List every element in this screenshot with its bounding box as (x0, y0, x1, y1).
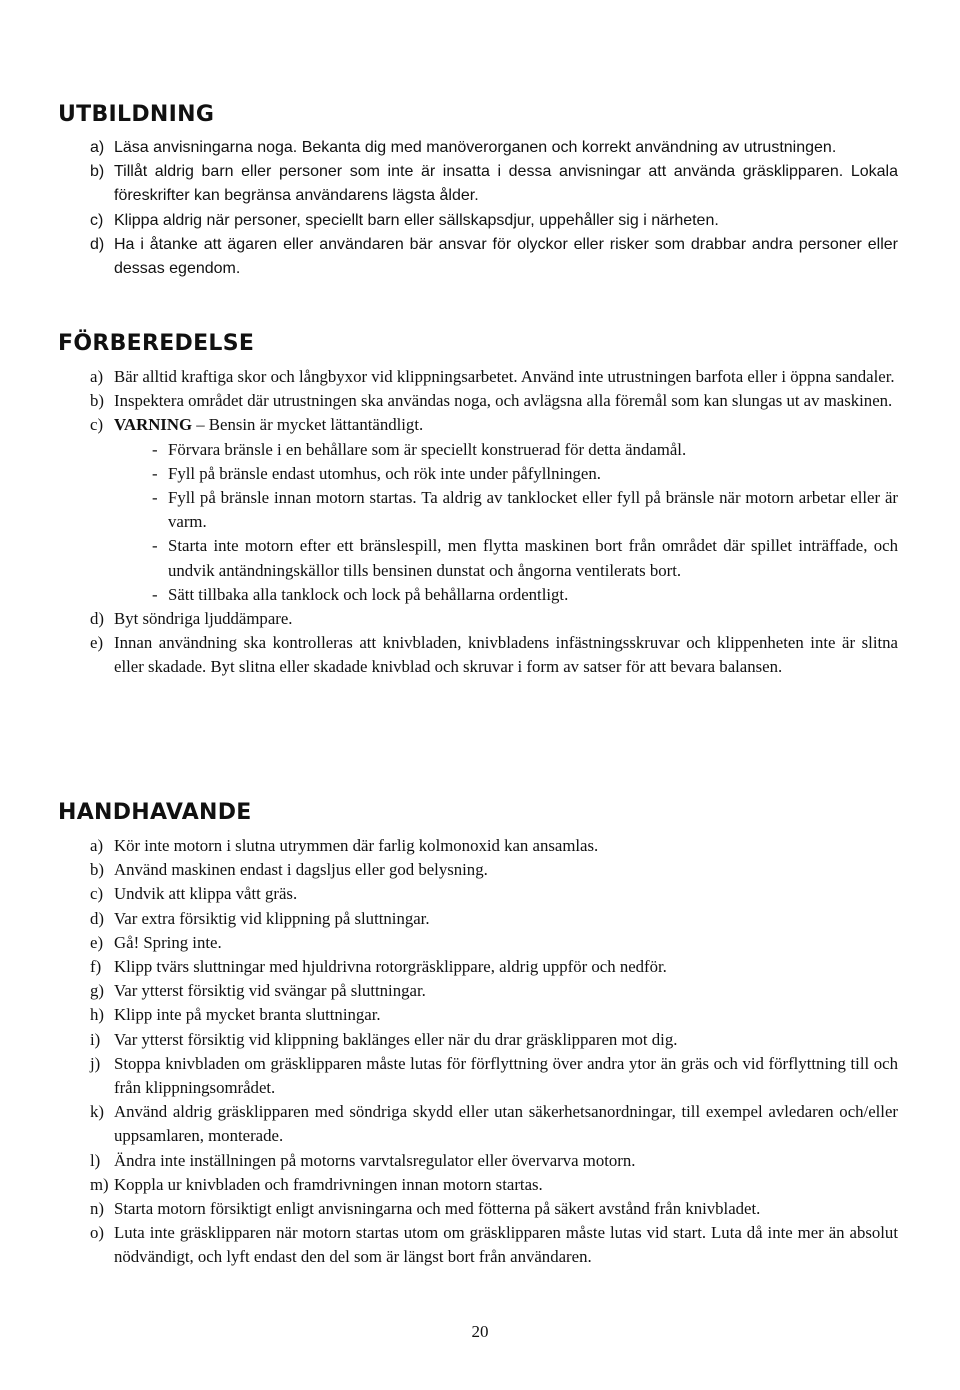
item-text: Inspektera området där utrustningen ska användas noga, och avlägsna alla föremål som kan slungas ut av maskinen. (114, 391, 893, 411)
item-label: i) (90, 1029, 101, 1049)
list-item (90, 389, 898, 413)
sub-list-item (152, 462, 898, 486)
item-label: e) (90, 932, 104, 952)
item-text: Bär alltid kraftiga skor och långbyxor vid klippningsarbetet. Använd inte utrustningen barfota eller i öppna sandaler. (114, 367, 895, 386)
item-text: Klipp tvärs sluttningar med hjuldrivna rotorgräsklippare, aldrig uppför och nedför. (114, 957, 667, 977)
item-text: Kör inte motorn i slutna utrymmen där farlig kolmonoxid kan ansamlas. (114, 836, 599, 855)
dash-bullet: - (152, 488, 158, 508)
item-text: Koppla ur knivbladen och framdrivningen innan motorn startas. (114, 1174, 543, 1194)
list-item (90, 1149, 898, 1173)
list-item (90, 413, 898, 437)
item-label: c) (90, 211, 104, 229)
item-label: b) (90, 860, 104, 880)
list-item (90, 931, 898, 955)
item-text: Gå! Spring inte. (114, 932, 222, 952)
sub-list-item (152, 534, 898, 582)
list-item (90, 209, 898, 233)
sub-list-item (152, 438, 898, 462)
item-label: a) (90, 139, 105, 156)
item-text: Starta motorn försiktigt enligt anvisningarna och med fötterna på säkert avstånd från knivbladet. (114, 1199, 761, 1219)
item-text: Klipp inte på mycket branta sluttningar. (114, 1005, 381, 1025)
item-label: a) (90, 367, 104, 386)
item-label: d) (90, 235, 105, 253)
item-label: m) (90, 1174, 109, 1194)
item-text: Klippa aldrig när personer, speciellt barn eller sällskapsdjur, uppehåller sig i närheten. (114, 211, 719, 229)
item-label: f) (90, 957, 102, 977)
item-label: n) (90, 1199, 104, 1219)
list-item (90, 858, 898, 882)
item-label: b) (90, 163, 105, 181)
sub-list-item (152, 486, 898, 534)
item-text: Tillåt aldrig barn eller personer som inte är insatta i dessa anvisningar att använda gräsklipparen. Lokala föreskrifter kan begränsa användarens lägsta ålder. (114, 163, 898, 205)
list-item (90, 1173, 898, 1197)
item-text: Innan användning ska kontrolleras att knivbladen, knivbladens infästningsskruvar och klippenheten inte är slitna eller skadade. Byt slitna eller skadade knivblad och skruvar i form av satser för att bevara balansen. (114, 633, 898, 677)
item-text: Läsa anvisningarna noga. Bekanta dig med manöverorganen och korrekt användning av utrustningen. (114, 139, 837, 156)
item-text: Stoppa knivbladen om gräsklipparen måste lutas för förflyttning över andra ytor än gräs och vid förflyttning till och från klippningsområdet. (114, 1053, 898, 1098)
item-label: j) (90, 1053, 101, 1073)
sub-item-text: Förvara bränsle i en behållare som är speciellt konstruerad för detta ändamål. (168, 439, 687, 459)
dash-bullet: - (152, 439, 158, 459)
list-item (90, 136, 898, 160)
list-item (90, 955, 898, 979)
item-label: h) (90, 1005, 104, 1025)
list-item (90, 834, 898, 858)
item-text: Undvik att klippa vått gräs. (114, 884, 298, 904)
dash-bullet: - (152, 536, 158, 556)
item-label: k) (90, 1102, 104, 1122)
sub-item-text: Fyll på bränsle innan motorn startas. Ta aldrig av tanklocket eller fyll på bränsle när motorn arbetar eller är varm. (168, 488, 898, 532)
list-item (90, 631, 898, 679)
list-item (90, 160, 898, 208)
list-item (90, 607, 898, 631)
utbildning-list (0, 136, 960, 281)
item-text: Luta inte gräsklipparen när motorn startas utom om gräsklipparen måste lutas vid start. Luta då inte mer än absolut nödvändigt, och lyft endast den del som är längst bort från användaren. (114, 1223, 898, 1267)
item-text: Ha i åtanke att ägaren eller användaren bär ansvar för olyckor eller risker som drabbar andra personer eller dessas egendom. (114, 235, 898, 278)
sub-item-text: Starta inte motorn efter ett bränslespill, men flytta maskinen bort från området där spillet inträffade, och undvik antändningskällor tills bensinen dunstat och ångorna ventilerats bort. (168, 536, 898, 580)
list-item (90, 882, 898, 906)
item-text: Var ytterst försiktig vid klippning baklänges eller när du drar gräsklipparen mot dig. (114, 1029, 678, 1049)
list-item (90, 365, 898, 389)
item-label: a) (90, 836, 104, 855)
list-item (90, 1197, 898, 1221)
page-number: 20 (471, 1322, 489, 1341)
heading-forberedelse: FÖRBEREDELSE (58, 331, 255, 356)
item-text: Använd aldrig gräsklipparen med söndriga skydd eller utan säkerhetsanordningar, till exempel avledaren och/eller uppsamlaren, monterade. (114, 1102, 898, 1146)
sub-list-item (152, 583, 898, 607)
item-label: g) (90, 981, 104, 1001)
list-item (90, 1100, 898, 1148)
list-item (90, 1221, 898, 1269)
item-label: d) (90, 908, 104, 928)
list-item (90, 233, 898, 281)
item-label: o) (90, 1223, 104, 1243)
warning-word: VARNING (114, 415, 193, 435)
sub-item-text: Sätt tillbaka alla tanklock och lock på behållarna ordentligt. (168, 584, 569, 604)
handhavande-list (0, 834, 960, 1270)
item-text: Byt söndriga ljuddämpare. (114, 609, 293, 629)
list-item (90, 1003, 898, 1027)
item-text: Var ytterst försiktig vid svängar på sluttningar. (114, 981, 426, 1001)
item-text: Ändra inte inställningen på motorns varvtalsregulator eller övervarva motorn. (114, 1150, 636, 1170)
item-label: c) (90, 884, 104, 904)
item-label: b) (90, 391, 104, 411)
forberedelse-list (0, 365, 960, 680)
dash-bullet: - (152, 584, 158, 604)
list-item (90, 979, 898, 1003)
item-text: Använd maskinen endast i dagsljus eller god belysning. (114, 860, 488, 880)
item-text: – Bensin är mycket lättantändligt. (196, 415, 424, 435)
list-item (90, 1028, 898, 1052)
item-label: e) (90, 633, 104, 653)
list-item (90, 1052, 898, 1100)
list-item (90, 907, 898, 931)
heading-utbildning: UTBILDNING (58, 102, 215, 127)
item-text: Var extra försiktig vid klippning på sluttningar. (114, 908, 430, 928)
item-label: l) (90, 1150, 101, 1170)
heading-handhavande: HANDHAVANDE (58, 800, 252, 825)
dash-bullet: - (152, 463, 158, 483)
item-label: d) (90, 609, 104, 629)
sub-item-text: Fyll på bränsle endast utomhus, och rök inte under påfyllningen. (168, 463, 601, 483)
item-label: c) (90, 415, 104, 435)
